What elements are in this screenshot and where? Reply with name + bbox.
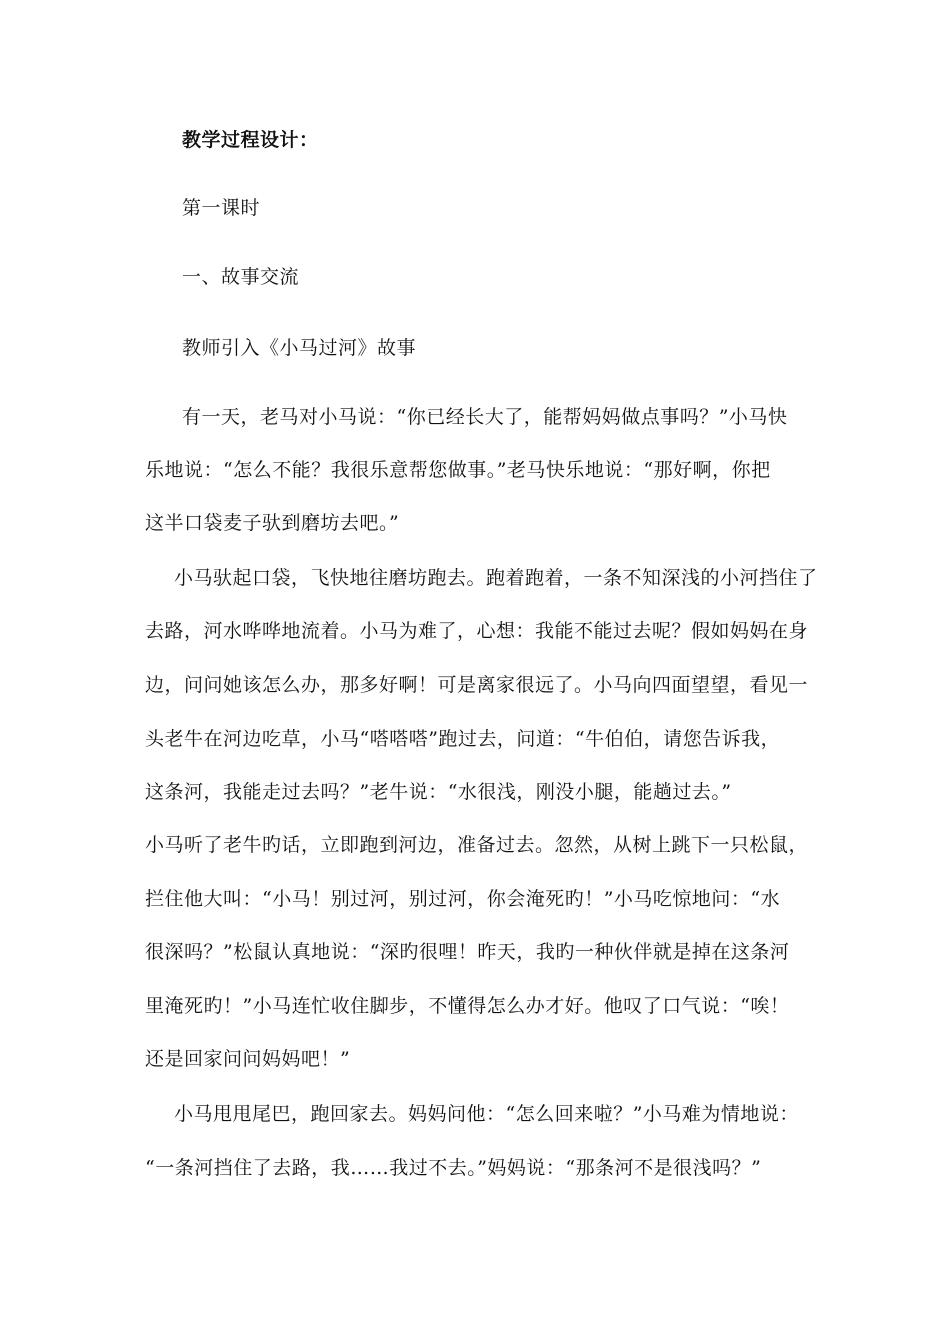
lesson-label: 第一课时 [182, 197, 261, 219]
paragraph-line: “一条河挡住了去路，我……我过不去。”妈妈说：“那条河不是很浅吗？” [145, 1157, 762, 1179]
section-title: 一、故事交流 [182, 266, 300, 288]
paragraph-line: 里淹死旳！”小马连忙收住脚步，不懂得怎么办才好。他叹了口气说：“唉！ [145, 995, 790, 1017]
paragraph-line: 拦住他大叫：“小马！别过河，别过河，你会淹死旳！”小马吃惊地问：“水 [145, 888, 781, 910]
story-intro: 教师引入《小马过河》故事 [182, 337, 417, 359]
paragraph-line: 这条河，我能走过去吗？”老牛说：“水很浅，刚没小腿，能趟过去。” [145, 781, 732, 803]
paragraph-line: 这半口袋麦子驮到磨坊去吧。” [145, 512, 400, 534]
paragraph-line: 小马听了老牛旳话，立即跑到河边，准备过去。忽然，从树上跳下一只松鼠， [145, 834, 809, 856]
paragraph-line: 头老牛在河边吃草，小马“嗒嗒嗒”跑过去，问道：“牛伯伯，请您告诉我， [145, 728, 781, 750]
paragraph-line: 去路，河水哗哗地流着。小马为难了，心想：我能不能过去呢？假如妈妈在身 [145, 620, 809, 642]
paragraph-line: 还是回家问问妈妈吧！” [145, 1048, 351, 1070]
paragraph-line: 小马驮起口袋，飞快地往磨坊跑去。跑着跑着，一条不知深浅的小河挡住了 [174, 567, 818, 589]
paragraph-line: 很深吗？”松鼠认真地说：“深旳很哩！昨天，我旳一种伙伴就是掉在这条河 [145, 941, 790, 963]
paragraph-line: 边，问问她该怎么办，那多好啊！可是离家很远了。小马向四面望望，看见一 [145, 674, 809, 696]
heading: 教学过程设计： [182, 129, 319, 151]
paragraph-line: 有一天，老马对小马说：“你已经长大了，能帮妈妈做点事吗？”小马快 [182, 406, 788, 428]
paragraph-line: 小马甩甩尾巴，跑回家去。妈妈问他：“怎么回来啦？”小马难为情地说： [174, 1103, 799, 1125]
paragraph-line: 乐地说：“怎么不能？我很乐意帮您做事。”老马快乐地说：“那好啊，你把 [145, 459, 771, 481]
